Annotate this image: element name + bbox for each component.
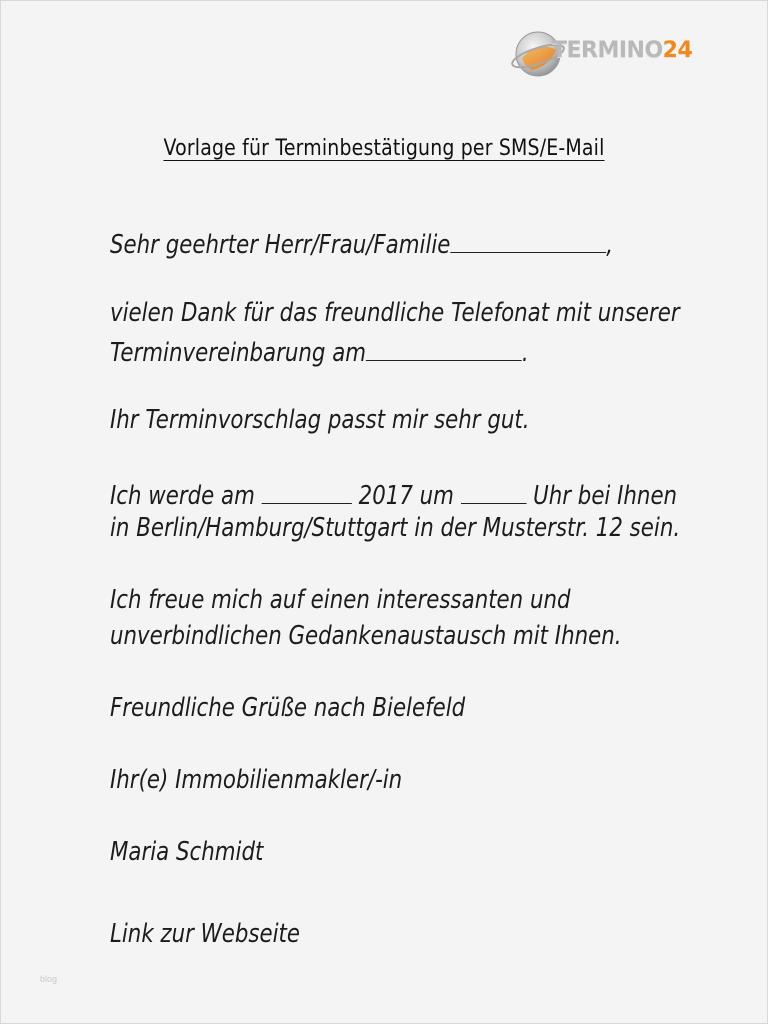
date-blank bbox=[366, 334, 522, 361]
salutation-comma: , bbox=[606, 230, 613, 260]
thanks-line-1: vielen Dank für das freundliche Telefonat mit unserer bbox=[110, 298, 680, 328]
visit-text-3: Uhr bei Ihnen bbox=[533, 481, 678, 511]
website-link[interactable]: Link zur Webseite bbox=[110, 919, 301, 949]
visit-line-1 bbox=[110, 477, 677, 511]
closing-line: Freundliche Grüße nach Bielefeld bbox=[110, 693, 466, 723]
visit-text-1: Ich werde am bbox=[110, 481, 255, 511]
salutation-text: Sehr geehrter Herr/Frau/Familie bbox=[110, 230, 451, 260]
proposal-line: Ihr Terminvorschlag passt mir sehr gut. bbox=[110, 405, 530, 435]
thanks-line-2-text: Terminvereinbarung am bbox=[110, 338, 367, 368]
day-blank bbox=[262, 477, 352, 504]
thanks-line-2-period: . bbox=[521, 338, 529, 368]
time-blank bbox=[461, 477, 527, 504]
exchange-line-2: unverbindlichen Gedankenaustausch mit Ihnen. bbox=[110, 621, 622, 651]
salutation-line bbox=[110, 226, 613, 260]
termino24-logo bbox=[510, 26, 725, 86]
logo-wordmark: TERMINO24 bbox=[552, 38, 693, 63]
exchange-line-1: Ich freue mich auf einen interessanten und bbox=[110, 585, 571, 615]
signature-name: Maria Schmidt bbox=[110, 837, 264, 867]
visit-line-2: in Berlin/Hamburg/Stuttgart in der Musterstr. 12 sein. bbox=[110, 513, 681, 543]
name-blank bbox=[450, 226, 606, 253]
role-line: Ihr(e) Immobilienmakler/-in bbox=[110, 765, 403, 795]
page-title: Vorlage für Terminbestätigung per SMS/E-Mail bbox=[163, 136, 605, 161]
footer-watermark: blog bbox=[40, 974, 58, 984]
thanks-line-2 bbox=[110, 334, 529, 368]
visit-text-2: 2017 um bbox=[358, 481, 454, 511]
